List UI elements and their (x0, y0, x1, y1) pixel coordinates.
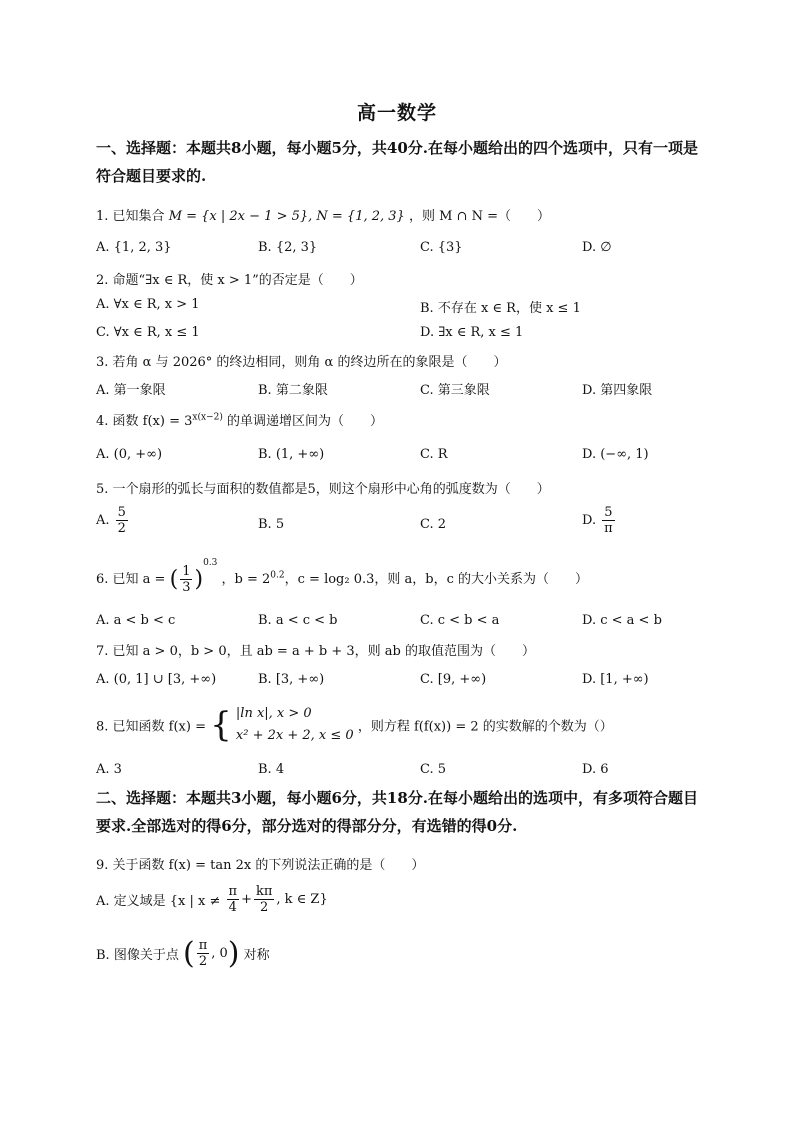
q9-b-suffix: 对称 (243, 948, 270, 963)
q9-b-prefix: B. 图像关于点 (96, 948, 179, 963)
q3-option-c: C. 第三象限 (420, 383, 490, 398)
question-7: 7. 已知 a > 0，b > 0，且 ab = a + b + 3，则 ab 的取值范围为（ ） (96, 644, 535, 659)
q5-a-numerator: 5 (117, 505, 126, 520)
q4-exponent: x(x−2) (192, 412, 223, 423)
question-4 (96, 410, 383, 429)
q5-option-c: C. 2 (420, 517, 447, 532)
q9-a-f2-denominator: 2 (260, 900, 269, 915)
q8-brace: { (210, 705, 232, 745)
question-2: 2. 命题“∃x ∈ R，使 x > 1”的否定是（ ） (96, 273, 363, 288)
q9-a-prefix: A. 定义域是 {x | x ≠ (96, 894, 221, 909)
q6-right-paren: ) (194, 567, 204, 592)
question-8 (96, 703, 613, 747)
q6-denominator: 3 (182, 580, 191, 595)
question-5: 5. 一个扇形的弧长与面积的数值都是5，则这个扇形中心角的弧度数为（ ） (96, 482, 550, 497)
q6-option-a: A. a < b < c (96, 613, 176, 628)
q5-d-fraction (602, 505, 614, 536)
q8-cases (236, 703, 354, 747)
q4-option-b: B. (1, +∞) (258, 447, 325, 462)
q5-a-fraction (116, 505, 128, 536)
q9-a-suffix: , k ∈ Z} (276, 892, 328, 907)
q5-option-d (582, 505, 617, 536)
q1-option-d: D. ∅ (582, 240, 612, 255)
q6-exponent-2: 0.2 (270, 570, 285, 581)
q1-expr: M = {x | 2x − 1 > 5}, N = {1, 2, 3} (168, 209, 405, 224)
q1-prefix: 1. 已知集合 (96, 209, 165, 224)
page-title: 高一数学 (356, 102, 437, 124)
q5-option-b: B. 5 (258, 517, 285, 532)
q6-option-c: C. c < b < a (420, 613, 500, 628)
q7-option-b: B. [3, +∞) (258, 672, 325, 687)
q2-option-d: D. ∃x ∈ R, x ≤ 1 (420, 325, 524, 340)
q1-option-a: A. {1, 2, 3} (96, 240, 172, 255)
q8-option-b: B. 4 (258, 762, 285, 777)
question-3: 3. 若角 α 与 2026° 的终边相同，则角 α 的终边所在的象限是（ ） (96, 355, 507, 370)
q7-option-a: A. (0, 1] ∪ [3, +∞) (96, 672, 217, 687)
q7-option-c: C. [9, +∞) (420, 672, 487, 687)
q3-option-d: D. 第四象限 (582, 383, 653, 398)
q4-option-a: A. (0, +∞) (96, 447, 163, 462)
q9-option-b (96, 936, 270, 971)
q5-a-denominator: 2 (117, 521, 126, 536)
q8-option-a: A. 3 (96, 762, 122, 777)
q9-a-fraction-2 (254, 884, 274, 915)
q9-b-right-paren: ) (227, 936, 240, 971)
q4-suffix: 的单调递增区间为（ ） (222, 414, 383, 429)
q9-b-fraction (197, 938, 210, 969)
q5-d-label: D. (582, 513, 597, 528)
q5-d-numerator: 5 (604, 505, 613, 520)
q9-a-f1-numerator: π (228, 884, 238, 899)
q9-b-denominator: 2 (198, 954, 208, 969)
q8-option-d: D. 6 (582, 762, 609, 777)
q9-b-left-paren: ( (182, 936, 195, 971)
q9-option-a (96, 884, 328, 915)
q9-b-numerator: π (198, 938, 208, 953)
question-6 (96, 558, 588, 595)
q9-a-f1-denominator: 4 (228, 900, 237, 915)
q9-a-f2-numerator: kπ (255, 884, 273, 899)
q6-prefix: 6. 已知 a = (96, 572, 166, 587)
q8-suffix: ，则方程 f(f(x)) = 2 的实数解的个数为（） (357, 719, 613, 735)
q5-a-label: A. (96, 513, 110, 528)
q4-prefix: 4. 函数 f(x) = 3 (96, 414, 193, 429)
q6-exponent: 0.3 (203, 558, 218, 568)
q8-prefix: 8. 已知函数 f(x) = (96, 719, 206, 735)
question-9: 9. 关于函数 f(x) = tan 2x 的下列说法正确的是（ ） (96, 858, 425, 873)
q7-option-d: D. [1, +∞) (582, 672, 649, 687)
q2-option-c: C. ∀x ∈ R, x ≤ 1 (96, 325, 200, 340)
q1-suffix: ，则 M ∩ N =（ ） (408, 209, 550, 224)
q6-mid: ，b = 2 (221, 572, 271, 587)
q6-option-d: D. c < a < b (582, 613, 662, 628)
section-2-heading: 二、选择题：本题共3小题，每小题6分，共18分.在每小题给出的选项中，有多项符合题目要求.全部选对的得6分，部分选对的得部分分，有选错的得0分. (96, 789, 698, 835)
q4-option-c: C. R (420, 447, 448, 462)
q3-option-b: B. 第二象限 (258, 383, 328, 398)
q1-option-b: B. {2, 3} (258, 240, 318, 255)
q4-option-d: D. (−∞, 1) (582, 447, 649, 462)
section-1-heading: 一、选择题：本题共8小题，每小题5分，共40分.在每小题给出的四个选项中，只有一项是符合题目要求的. (96, 139, 698, 185)
q1-option-c: C. {3} (420, 240, 463, 255)
q2-option-a: A. ∀x ∈ R, x > 1 (96, 297, 200, 312)
q9-b-tail: , 0 (211, 946, 228, 961)
q6-tail: ，c = log₂ 0.3，则 a，b，c 的大小关系为（ ） (284, 572, 589, 587)
question-1 (96, 205, 550, 224)
q5-option-a (96, 505, 130, 536)
q8-option-c: C. 5 (420, 762, 447, 777)
q3-option-a: A. 第一象限 (96, 383, 166, 398)
q2-option-b: B. 不存在 x ∈ R，使 x ≤ 1 (420, 301, 581, 316)
q6-left-paren: ( (169, 567, 179, 592)
q6-option-b: B. a < c < b (258, 613, 338, 628)
q5-d-denominator: π (604, 521, 613, 536)
q9-a-plus: + (241, 892, 252, 907)
q9-a-fraction-1 (227, 884, 240, 915)
q8-case-1: |ln x|, x > 0 (235, 706, 312, 721)
q6-fraction (180, 564, 192, 595)
q8-case-2: x² + 2x + 2, x ≤ 0 (235, 728, 354, 743)
q6-numerator: 1 (182, 564, 191, 579)
